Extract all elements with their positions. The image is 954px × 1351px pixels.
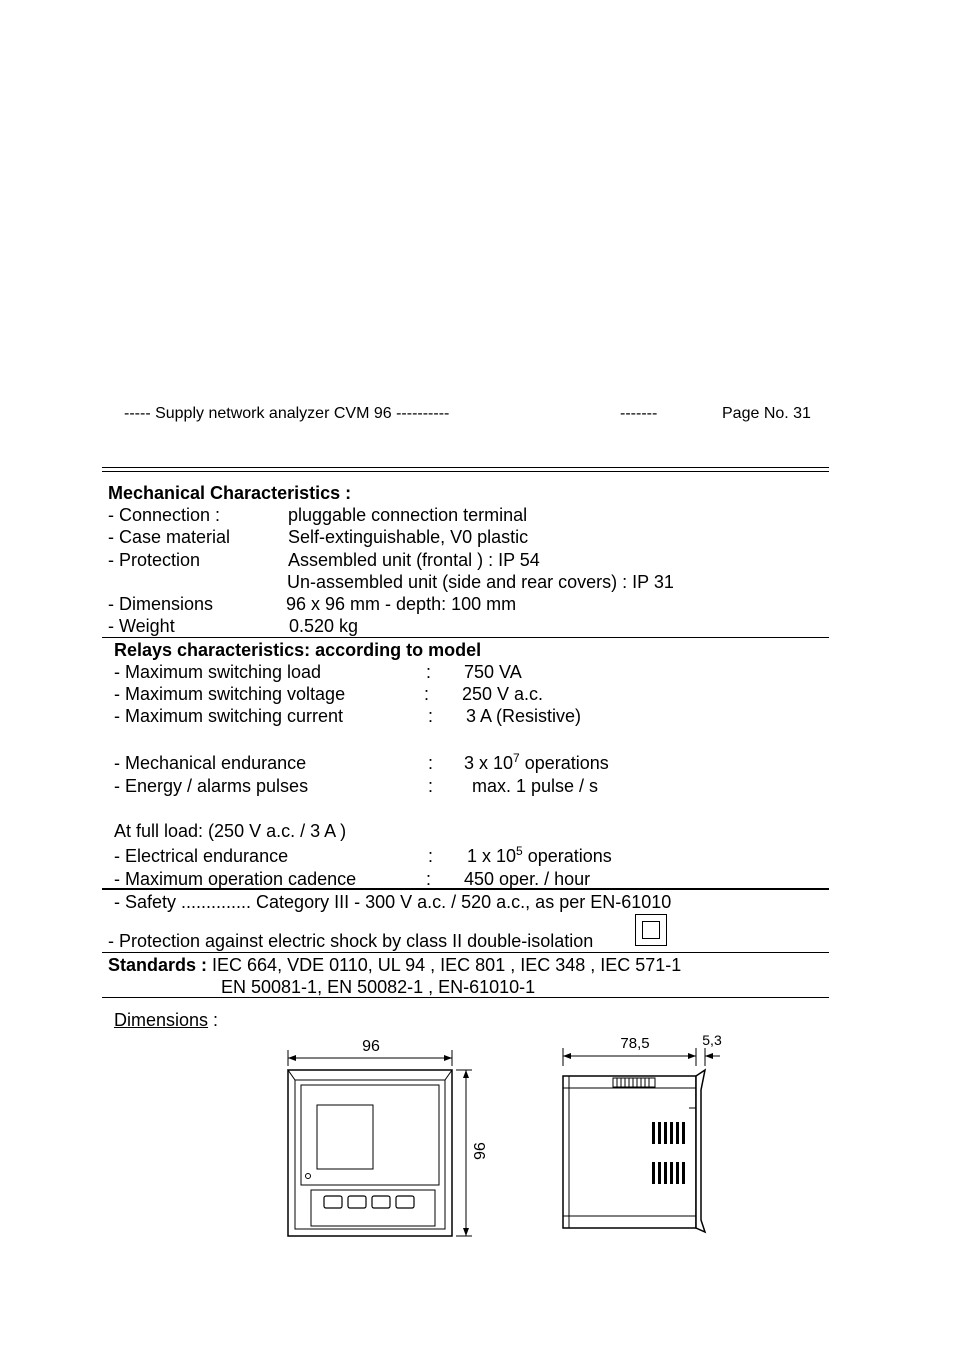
rule-relays [102, 888, 829, 890]
double-isolation-icon [635, 914, 667, 946]
max-load-colon: : [426, 662, 432, 682]
dimensions-label: - Dimensions [108, 594, 214, 614]
cadence-value: 450 oper. / hour [464, 869, 591, 889]
dimensions-heading-label: Dimensions [114, 1010, 209, 1030]
safety-line: - Safety .............. Category III - 300 V a.c. / 520 a.c., as per EN-61010 [114, 892, 672, 912]
elec-endurance-colon: : [428, 846, 434, 866]
page-number: Page No. 31 [722, 405, 811, 422]
max-voltage-label: - Maximum switching voltage [114, 684, 346, 704]
max-load-label: - Maximum switching load [114, 662, 322, 682]
standards-line-1 [108, 956, 681, 974]
dimensions-value: 96 x 96 mm - depth: 100 mm [286, 594, 517, 614]
protection-label: - Protection [108, 550, 201, 570]
mech-endurance-value [464, 751, 609, 773]
max-voltage-colon: : [424, 684, 430, 704]
front-view-drawing [280, 1030, 500, 1245]
top-rule-1 [102, 467, 829, 468]
dimensions-heading-suffix: : [208, 1010, 219, 1030]
elec-endurance-unit: operations [522, 846, 612, 866]
rule-mechanical [102, 637, 829, 638]
header-dashes: ------- [620, 405, 658, 422]
standards-list-1: IEC 664, VDE 0110, UL 94 , IEC 801 , IEC 348 , IEC 571-1 [207, 955, 682, 975]
elec-endurance-label: - Electrical endurance [114, 846, 289, 866]
case-value: Self-extinguishable, V0 plastic [288, 527, 529, 547]
max-current-colon: : [428, 706, 434, 726]
standards-label: Standards : [108, 955, 208, 975]
mech-endurance-base: 3 x 10 [464, 753, 514, 773]
mech-endurance-colon: : [428, 753, 434, 773]
elec-endurance-exp: 5 [516, 844, 523, 858]
max-voltage-value: 250 V a.c. [462, 684, 544, 704]
full-load: At full load: (250 V a.c. / 3 A ) [114, 821, 347, 841]
pulses-colon: : [428, 776, 434, 796]
side-depth-label: 78,5 [620, 1035, 650, 1052]
max-current-value: 3 A (Resistive) [466, 706, 582, 726]
dimensions-heading [114, 1011, 218, 1029]
standards-line-2: EN 50081-1, EN 50082-1 , EN-61010-1 [221, 977, 536, 997]
front-height-label: 96 [470, 1142, 487, 1160]
cadence-colon: : [426, 869, 432, 889]
max-current-label: - Maximum switching current [114, 706, 344, 726]
max-load-value: 750 VA [464, 662, 522, 682]
front-width-label: 96 [362, 1038, 380, 1055]
weight-value: 0.520 kg [289, 616, 359, 636]
top-rule-2 [102, 471, 829, 472]
elec-endurance-base: 1 x 10 [467, 846, 517, 866]
connection-value: pluggable connection terminal [288, 505, 528, 525]
mech-endurance-exp: 7 [513, 751, 520, 765]
mech-endurance-unit: operations [519, 753, 609, 773]
elec-endurance-value [467, 844, 612, 866]
side-front-label: 5,3 [702, 1032, 722, 1048]
relays-title: Relays characteristics: according to model [114, 640, 482, 660]
rule-safety [102, 952, 829, 953]
protection-value-1: Assembled unit (frontal ) : IP 54 [288, 550, 540, 570]
pulses-label: - Energy / alarms pulses [114, 776, 309, 796]
header-title: ----- Supply network analyzer CVM 96 ---------- [124, 405, 450, 422]
cadence-label: - Maximum operation cadence [114, 869, 357, 889]
protection-value-2: Un-assembled unit (side and rear covers) : IP 31 [287, 572, 674, 592]
case-label: - Case material [108, 527, 231, 547]
side-view-drawing [555, 1030, 730, 1240]
shock-protection: - Protection against electric shock by class II double-isolation [108, 931, 594, 951]
rule-standards [102, 997, 829, 998]
mechanical-title: Mechanical Characteristics : [108, 483, 352, 503]
connection-label: - Connection : [108, 505, 221, 525]
pulses-value: max. 1 pulse / s [472, 776, 599, 796]
mech-endurance-label: - Mechanical endurance [114, 753, 307, 773]
double-isolation-inner-icon [642, 921, 660, 939]
weight-label: - Weight [108, 616, 175, 636]
